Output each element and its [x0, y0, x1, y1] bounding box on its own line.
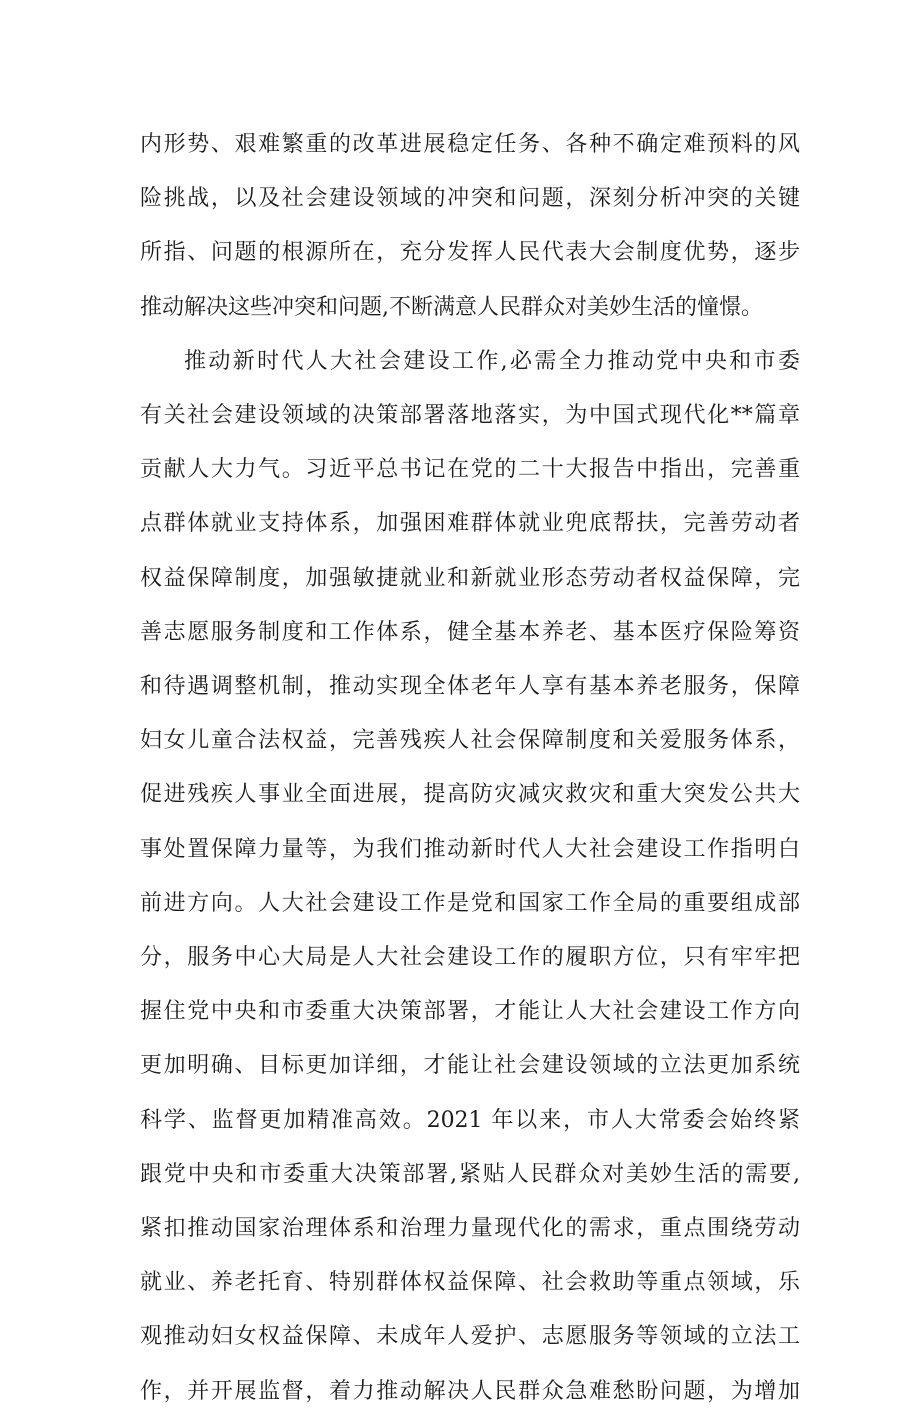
text-line: 推动新时代人大社会建设工作,必需全力推动党中央和市委 [184, 348, 800, 374]
text-line: 前进方向。人大社会建设工作是党和国家工作全局的重要组成部 [140, 890, 800, 916]
text-line: 紧扣推动国家治理体系和治理力量现代化的需求，重点围绕劳动 [140, 1216, 800, 1242]
text-line: 科学、监督更加精准高效。2021 年以来，市人大常委会始终紧 [140, 1107, 800, 1133]
text-line: 更加明确、目标更加详细，才能让社会建设领域的立法更加系统 [140, 1053, 800, 1079]
text-line: 观推动妇女权益保障、未成年人爱护、志愿服务等领域的立法工 [140, 1324, 800, 1350]
text-line: 贡献人大力气。习近平总书记在党的二十大报告中指出，完善重 [140, 457, 800, 483]
body-text [140, 118, 800, 1419]
text-line: 分，服务中心大局是人大社会建设工作的履职方位，只有牢牢把 [140, 945, 800, 971]
text-line: 权益保障制度，加强敏捷就业和新就业形态劳动者权益保障，完 [140, 565, 800, 591]
text-line: 点群体就业支持体系，加强困难群体就业兜底帮扶，完善劳动者 [140, 511, 800, 537]
text-line: 有关社会建设领域的决策部署落地落实，为中国式现代化**篇章 [140, 403, 800, 429]
text-line: 善志愿服务制度和工作体系，健全基本养老、基本医疗保险筹资 [140, 619, 800, 645]
text-line: 跟党中央和市委重大决策部署,紧贴人民群众对美妙生活的需要, [140, 1161, 800, 1187]
text-line: 和待遇调整机制，推动实现全体老年人享有基本养老服务，保障 [140, 674, 800, 700]
text-line: 握住党中央和市委重大决策部署，才能让人大社会建设工作方向 [140, 999, 800, 1025]
text-line: 作，并开展监督，着力推动解决人民群众急难愁盼问题，为增加 [140, 1378, 800, 1404]
paragraph-2 [140, 335, 800, 1419]
text-line: 推动解决这些冲突和问题,不断满意人民群众对美妙生活的憧憬。 [140, 294, 763, 320]
text-line: 所指、问题的根源所在，充分发挥人民代表大会制度优势，逐步 [140, 240, 800, 266]
text-line: 妇女儿童合法权益，完善残疾人社会保障制度和关爱服务体系， [140, 728, 800, 754]
paragraph-1 [140, 118, 800, 335]
text-line: 事处置保障力量等，为我们推动新时代人大社会建设工作指明白 [140, 836, 800, 862]
text-line: 促进残疾人事业全面进展，提高防灾减灾救灾和重大突发公共大 [140, 782, 800, 808]
text-line: 内形势、艰难繁重的改革进展稳定任务、各种不确定难预料的风 [140, 132, 800, 157]
text-line: 险挑战，以及社会建设领域的冲突和问题，深刻分析冲突的关键 [140, 186, 800, 212]
text-line: 就业、养老托育、特别群体权益保障、社会救助等重点领域，乐 [140, 1270, 800, 1296]
